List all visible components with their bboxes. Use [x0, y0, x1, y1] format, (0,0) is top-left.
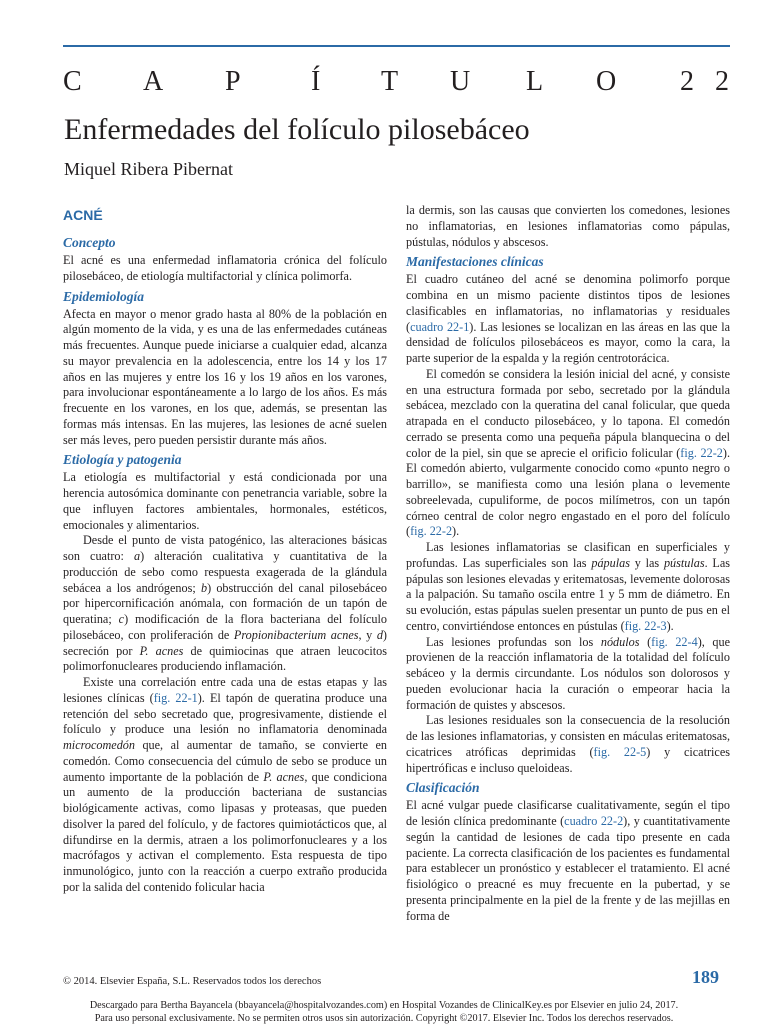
paragraph: El acné vulgar puede clasificarse cualitativamente, según el tipo de lesión clínica predominante (cuadro 22-2), y cuantitativamente según la cantidad de lesiones de cada tipo presente en cada paciente. La correcta clasificación de los pacientes es fundamental para establecer un pronóstico y establecer el tratamiento. El acné fisiológico o preacné es muy frecuente en la pubertad, y se presenta principalmente en la piel de la frente y de las mejillas en forma de: [406, 798, 730, 923]
download-notice: [0, 1000, 768, 1024]
chapter-letter: U: [450, 66, 471, 97]
paragraph: Desde el punto de vista patogénico, las alteraciones básicas son cuatro: a) alteración cualitativa y cuantitativa de la producción de sebo como respuesta exagerada de la glándula sebácea a los andrógenos; b) obstrucción del canal pilosebáceo por hipercornificación anómala, con formación de un tapón de queratina; c) modificación de la flora bacteriana del folículo pilosebáceo, con proliferación de Propionibacterium acnes, y d) secreción por P. acnes de quimiocinas que atraen leucocitos polimorfonucleares produciendo inflamación.: [63, 533, 387, 674]
subsection-heading: Etiología y patogenia: [63, 452, 182, 468]
chapter-letter: A: [143, 66, 164, 97]
paragraph: Las lesiones inflamatorias se clasifican en superficiales y profundas. Las superficiales son las pápulas y las pústulas. Las pápulas son lesiones elevadas y eritematosas, levemente dolorosas a la palpación. Su tamaño oscila entre 1 y 5 mm de diámetro. En su evolución, estas pápulas suelen presentar un punto de pus en el centro, convirtiéndose entonces en pústulas (fig. 22-3).: [406, 540, 731, 633]
chapter-author: Miquel Ribera Pibernat: [64, 159, 233, 179]
chapter-letter: L: [526, 66, 544, 97]
section-heading: ACNÉ: [63, 207, 103, 223]
paragraph: Afecta en mayor o menor grado hasta al 80% de la población en algún momento de la vida, y es una de las enfermedades cutáneas más frecuentes. Aunque puede iniciarse a cualquier edad, alcanza su mayor prevalencia en la adolescencia, entre los 14 y los 17 años en las mujeres y entre los 16 y los 19 años en los varones, para involucionar espontáneamente a lo largo de los años. Es más frecuente en los varones, en los que, además, se presentan las formas más intensas. En las mujeres, las lesiones de acné suelen ser más leves, pero pueden persistir durante más años.: [63, 306, 387, 447]
table-link[interactable]: cuadro 22-2: [564, 814, 624, 828]
download-notice-line: Descargado para Bertha Bayancela (bbayancela@hospitalvozandes.com) en Hospital Vozandes de ClinicalKey.es por Elsevier en julio 24, 2017.: [89, 1000, 679, 1011]
paragraph: El comedón se considera la lesión inicial del acné, y consiste en una estructura formada por sebo, secretado por la glándula sebácea, mezclado con la queratina del canal folicular, que queda atrapada en el conducto pilosebáceo, y lo tapona. El comedón cerrado se presenta como una pequeña pápula blanquecina o del color de la piel, sin que se aprecie el orificio folicular (fig. 22-2). El comedón abierto, vulgarmente conocido como «punto negro o barrillo», se manifiesta como una lesión plana o levemente sobreelevada, cupuliforme, de pocos milímetros, con un tapón córneo central de color negro engastado en el poro del folículo (fig. 22-2).: [406, 366, 730, 539]
chapter-letter: C: [63, 66, 82, 97]
chapter-number-digit: 2: [680, 66, 694, 97]
figure-link[interactable]: fig. 22-3: [624, 618, 667, 633]
chapter-title: Enfermedades del folículo pilosebáceo: [64, 113, 530, 146]
paragraph: La etiología es multifactorial y está condicionada por una herencia autosómica dominante con penetrancia variable, sobre la que influyen factores ambientales, hormonales, estéticos, emocionales y alimentarios.: [63, 470, 387, 532]
page-number: 189: [692, 967, 719, 987]
download-notice-line: Para uso personal exclusivamente. No se permiten otros usos sin autorización. Copyright ©2017. Elsevier Inc. Todos los derechos reservados.: [94, 1012, 674, 1024]
copyright-notice: © 2014. Elsevier España, S.L. Reservados todos los derechos: [63, 976, 322, 987]
figure-link[interactable]: fig. 22-2: [410, 524, 453, 539]
paragraph: Las lesiones residuales son la consecuencia de la resolución de las lesiones inflamatorias, y consisten en máculas eritematosas, cicatrices atróficas deprimidas (fig. 22-5) y cicatrices hipertróficas e incluso queloideas.: [406, 713, 730, 775]
paragraph: El acné es una enfermedad inflamatoria crónica del folículo pilosebáceo, de etiología multifactorial y clínica polimorfa.: [63, 253, 387, 283]
right-column: [406, 203, 730, 924]
paragraph: la dermis, son las causas que convierten los comedones, lesiones no inflamatorias, en lesiones inflamatorias como pápulas, pústulas, nódulos y abscesos.: [406, 203, 730, 249]
top-rule: [63, 45, 730, 47]
subsection-heading: Manifestaciones clínicas: [406, 254, 544, 270]
paragraph: Existe una correlación entre cada una de estas etapas y las lesiones clínicas (fig. 22-1). El tapón de queratina produce una retención del sebo secretado que, progresivamente, distiende el folículo y produce una lesión no inflamatoria denominada microcomedón que, al aumentar de tamaño, se convierte en comedón. Como consecuencia del cúmulo de sebo se produce un aumento importante de la población de P. acnes, que condiciona un aumento de la producción bacteriana de sustancias biológicamente activas, como lipasas y proteasas, que pueden disolver la pared del folículo, y de factores quimiotácticos que, al difundirse en la dermis, atraen a los polimorfonucleares y a los macrófagos y activan el complemento. Esta respuesta de tipo inmunológico, junto con la reacción a cuerpo extraño producida por la salida del contenido folicular hacia: [63, 675, 387, 894]
figure-link[interactable]: fig. 22-2: [680, 445, 723, 460]
chapter-letter: P: [225, 66, 241, 97]
figure-link[interactable]: fig. 22-5: [593, 744, 647, 759]
subsection-heading: Clasificación: [406, 780, 480, 796]
chapter-letter: O: [596, 66, 617, 97]
table-link[interactable]: cuadro 22-1: [410, 319, 470, 334]
paragraph: Las lesiones profundas son los nódulos (fig. 22-4), que provienen de la reacción inflamatoria de la totalidad del folículo sebáceo y la dermis circundante. Los nódulos son dolorosos y pueden evolucionar hacia la curación o empeorar hacia la formación de quistes y abscesos.: [406, 634, 731, 712]
paragraph: El cuadro cutáneo del acné se denomina polimorfo porque combina en un mismo paciente distintos tipos de lesiones clasificables en inflamatorias, no inflamatorias y residuales (cuadro 22-1). Las lesiones se localizan en las áreas en las que la densidad de folículos pilosebáceos es mayor, como la cara, la parte superior de la espalda y la región centrotorácica.: [406, 272, 730, 365]
chapter-number-digit: 2: [715, 66, 729, 97]
figure-link[interactable]: fig. 22-4: [651, 634, 698, 649]
subsection-heading: Epidemiología: [63, 288, 144, 304]
left-column: [63, 204, 387, 896]
chapter-letter: T: [381, 66, 399, 97]
figure-link[interactable]: fig. 22-1: [153, 690, 198, 705]
subsection-heading: Concepto: [63, 235, 116, 250]
chapter-heading: [63, 66, 733, 98]
chapter-letter: Í: [311, 66, 321, 97]
